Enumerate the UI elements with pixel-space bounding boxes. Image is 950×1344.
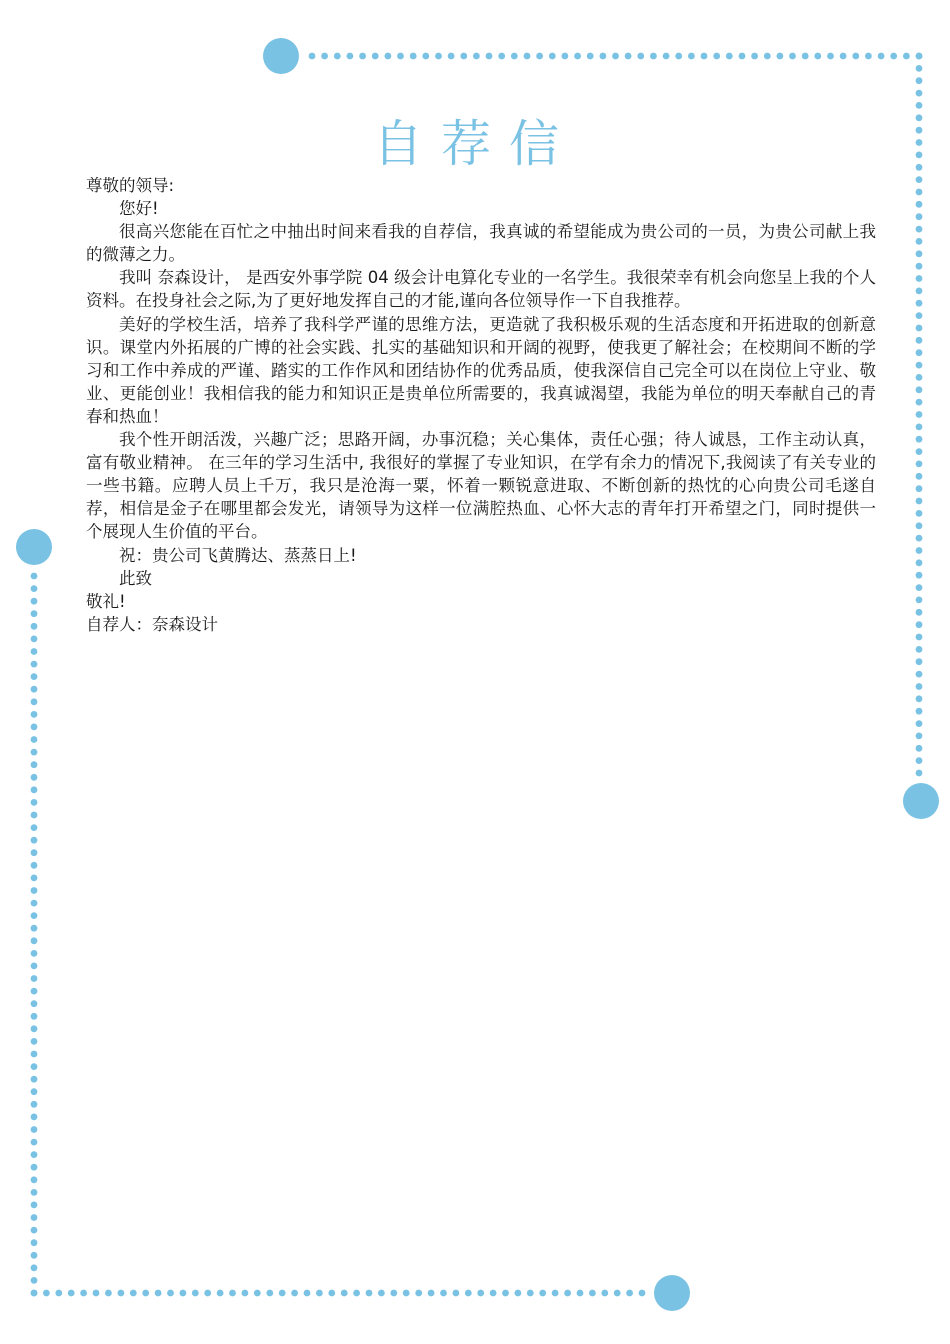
frame-dot — [440, 1290, 447, 1297]
frame-dot — [852, 53, 859, 60]
frame-dot — [515, 1290, 522, 1297]
frame-dot — [916, 658, 923, 665]
frame-dot — [31, 573, 38, 580]
greeting: 您好! — [119, 199, 159, 219]
frame-dot — [321, 53, 328, 60]
frame-dot — [31, 1114, 38, 1121]
frame-dot — [31, 1164, 38, 1171]
frame-dot — [916, 683, 923, 690]
frame-dot — [31, 1063, 38, 1070]
frame-dot — [916, 176, 923, 183]
frame-dot — [916, 634, 923, 641]
frame-dot — [814, 53, 821, 60]
frame-dot — [626, 1290, 633, 1297]
frame-dot — [31, 1126, 38, 1133]
frame-dot — [524, 53, 531, 60]
frame-dot — [31, 1176, 38, 1183]
frame-dot — [916, 312, 923, 319]
frame-dot — [31, 1252, 38, 1259]
frame-dot — [916, 386, 923, 393]
frame-dot — [415, 1290, 422, 1297]
frame-dot — [916, 757, 923, 764]
frame-dot — [601, 1290, 608, 1297]
frame-dot — [428, 1290, 435, 1297]
frame-dot — [916, 485, 923, 492]
frame-dot — [229, 1290, 236, 1297]
frame-dot — [916, 201, 923, 208]
frame-dot — [549, 53, 556, 60]
frame-dot — [916, 337, 923, 344]
frame-dot — [511, 53, 518, 60]
frame-dot — [477, 1290, 484, 1297]
frame-dot — [916, 349, 923, 356]
frame-dot — [31, 1290, 38, 1297]
frame-dot — [453, 1290, 460, 1297]
closing-wish: 祝：贵公司飞黄腾达、蒸蒸日上! — [119, 545, 357, 565]
frame-corner-circle-right — [903, 783, 939, 819]
frame-dot — [637, 53, 644, 60]
frame-dot — [31, 988, 38, 995]
frame-dot — [31, 1151, 38, 1158]
signature: 自荐人：奈森设计 — [86, 614, 218, 634]
frame-dot — [916, 448, 923, 455]
frame-dot — [916, 374, 923, 381]
frame-dot — [536, 53, 543, 60]
frame-dot — [347, 53, 354, 60]
frame-dot — [552, 1290, 559, 1297]
frame-dot — [359, 53, 366, 60]
frame-dot — [31, 799, 38, 806]
frame-dot — [31, 1000, 38, 1007]
frame-dot — [31, 1051, 38, 1058]
frame-dot — [527, 1290, 534, 1297]
frame-dot — [410, 53, 417, 60]
frame-dot — [539, 1290, 546, 1297]
frame-dot — [31, 761, 38, 768]
frame-dot — [372, 53, 379, 60]
frame-dot — [916, 745, 923, 752]
frame-dot — [777, 53, 784, 60]
frame-dot — [713, 53, 720, 60]
frame-dot — [31, 1277, 38, 1284]
frame-dot — [916, 621, 923, 628]
frame-dot — [31, 661, 38, 668]
frame-dot — [31, 963, 38, 970]
frame-corner-circle-bottom — [654, 1275, 690, 1311]
frame-dot — [916, 609, 923, 616]
frame-dot — [31, 749, 38, 756]
frame-dot — [31, 1239, 38, 1246]
frame-dot — [916, 238, 923, 245]
frame-dot — [916, 436, 923, 443]
frame-dot — [118, 1290, 125, 1297]
frame-dot — [916, 275, 923, 282]
frame-dot — [31, 1139, 38, 1146]
frame-dot — [353, 1290, 360, 1297]
frame-dot — [105, 1290, 112, 1297]
frame-dot — [422, 53, 429, 60]
frame-dot — [802, 53, 809, 60]
frame-dot — [916, 213, 923, 220]
frame-dot — [31, 585, 38, 592]
frame-dot — [625, 53, 632, 60]
frame-dot — [827, 53, 834, 60]
frame-dot — [378, 1290, 385, 1297]
paragraph-personality: 我个性开朗活泼，兴趣广泛；思路开阔，办事沉稳；关心集体，责任心强；待人诚恳，工作主动认真，富有敬业精神。 在三年的学习生活中, 我很好的掌握了专业知识，在学有余力的情况下,我阅读了有关专业的一些书籍。应聘人员上千万，我只是沧海一粟，怀着一颗锐意进取、不断创新的热忱的心向贵公司毛遂自荐，相信是金子在哪里都会发光，请领导为这样一位满腔热血、心怀大志的青年打开希望之门，同时提供一个展现人生价值的平台。 — [86, 430, 876, 542]
frame-dot — [916, 498, 923, 505]
frame-dot — [448, 53, 455, 60]
frame-dot — [366, 1290, 373, 1297]
frame-dot — [486, 53, 493, 60]
frame-dot — [180, 1290, 187, 1297]
frame-dot — [31, 925, 38, 932]
frame-dot — [31, 1101, 38, 1108]
frame-dot — [916, 733, 923, 740]
frame-dot — [650, 53, 657, 60]
frame-dot — [254, 1290, 261, 1297]
frame-dot — [31, 1227, 38, 1234]
frame-dot — [916, 189, 923, 196]
paragraph-intro: 很高兴您能在百忙之中抽出时间来看我的自荐信，我真诚的希望能成为贵公司的一员，为贵公司献上我的微薄之力。 — [86, 222, 876, 265]
frame-dot — [217, 1290, 224, 1297]
paragraph-school-life: 美好的学校生活，培养了我科学严谨的思维方法，更造就了我积极乐观的生活态度和开拓进取的创新意识。课堂内外拓展的广博的社会实践、扎实的基础知识和开阔的视野，使我更了解社会；在校期间不断的学习和工作中养成的严谨、踏实的工作作风和团结协作的优秀品质，使我深信自己完全可以在岗位上守业、敬业、更能创业！我相信我的能力和知识正是贵单位所需要的，我真诚渴望，我能为单位的明天奉献自己的青春和热血！ — [86, 314, 876, 426]
frame-dot — [916, 90, 923, 97]
frame-dot — [31, 1264, 38, 1271]
frame-dot — [385, 53, 392, 60]
frame-dot — [916, 411, 923, 418]
closing-phrase-2: 敬礼! — [86, 591, 126, 611]
frame-dot — [31, 1214, 38, 1221]
frame-dot — [739, 53, 746, 60]
frame-dot — [916, 597, 923, 604]
frame-corner-circle-top — [263, 38, 299, 74]
frame-dot — [31, 623, 38, 630]
paragraph-self-introduction: 我叫 奈森设计， 是西安外事学院 04 级会计电算化专业的一名学生。我很荣幸有机会向您呈上我的个人资料。在投身社会之际,为了更好地发挥自己的才能,谨向各位领导作一下自我推荐。 — [86, 268, 876, 311]
frame-dot — [600, 53, 607, 60]
frame-dot — [31, 900, 38, 907]
frame-dot — [916, 399, 923, 406]
frame-dot — [490, 1290, 497, 1297]
frame-dot — [304, 1290, 311, 1297]
frame-dot — [80, 1290, 87, 1297]
frame-dot — [309, 53, 316, 60]
frame-dot — [31, 937, 38, 944]
frame-dot — [502, 1290, 509, 1297]
frame-dot — [916, 288, 923, 295]
frame-dot — [916, 226, 923, 233]
salutation: 尊敬的领导: — [86, 176, 175, 195]
frame-dot — [31, 1038, 38, 1045]
frame-dot — [916, 325, 923, 332]
frame-dot — [675, 53, 682, 60]
frame-dot — [31, 1076, 38, 1083]
frame-dot — [916, 510, 923, 517]
frame-dot — [916, 53, 923, 60]
frame-dot — [916, 646, 923, 653]
frame-dot — [31, 1013, 38, 1020]
frame-dot — [316, 1290, 323, 1297]
frame-dot — [916, 720, 923, 727]
frame-dot — [916, 65, 923, 72]
frame-dot — [31, 598, 38, 605]
frame-dot — [916, 250, 923, 257]
frame-dot — [916, 77, 923, 84]
letter-body — [86, 174, 876, 636]
frame-dot — [155, 1290, 162, 1297]
frame-dot — [31, 1025, 38, 1032]
frame-dot — [334, 53, 341, 60]
frame-dot — [916, 695, 923, 702]
frame-dot — [31, 812, 38, 819]
frame-dot — [31, 673, 38, 680]
frame-dot — [587, 53, 594, 60]
frame-dot — [589, 1290, 596, 1297]
frame-dot — [68, 1290, 75, 1297]
frame-dot — [916, 671, 923, 678]
frame-dot — [916, 522, 923, 529]
frame-dot — [142, 1290, 149, 1297]
frame-dot — [204, 1290, 211, 1297]
frame-dot — [31, 736, 38, 743]
frame-dot — [916, 559, 923, 566]
frame-dot — [916, 362, 923, 369]
frame-dot — [916, 300, 923, 307]
frame-dot — [242, 1290, 249, 1297]
frame-dot — [562, 53, 569, 60]
frame-dot — [916, 572, 923, 579]
frame-dot — [726, 53, 733, 60]
frame-dot — [403, 1290, 410, 1297]
frame-dot — [341, 1290, 348, 1297]
frame-dot — [31, 912, 38, 919]
frame-dot — [916, 770, 923, 777]
frame-dot — [279, 1290, 286, 1297]
frame-dot — [614, 1290, 621, 1297]
frame-dot — [916, 473, 923, 480]
frame-dot — [167, 1290, 174, 1297]
frame-dot — [612, 53, 619, 60]
frame-dot — [435, 53, 442, 60]
frame-dot — [31, 975, 38, 982]
frame-dot — [639, 1290, 646, 1297]
frame-dot — [916, 584, 923, 591]
frame-dot — [31, 849, 38, 856]
frame-dot — [93, 1290, 100, 1297]
closing-phrase-1: 此致 — [119, 568, 152, 588]
frame-dot — [916, 424, 923, 431]
frame-dot — [43, 1290, 50, 1297]
frame-dot — [751, 53, 758, 60]
frame-dot — [840, 53, 847, 60]
frame-dot — [701, 53, 708, 60]
frame-dot — [31, 862, 38, 869]
frame-dot — [789, 53, 796, 60]
frame-dot — [31, 686, 38, 693]
frame-dot — [878, 53, 885, 60]
frame-dot — [473, 53, 480, 60]
frame-dot — [31, 636, 38, 643]
frame-dot — [465, 1290, 472, 1297]
frame-dot — [31, 1202, 38, 1209]
frame-dot — [55, 1290, 62, 1297]
frame-dot — [31, 610, 38, 617]
frame-dot — [31, 774, 38, 781]
frame-dot — [31, 724, 38, 731]
frame-dot — [916, 461, 923, 468]
frame-dot — [31, 824, 38, 831]
frame-dot — [764, 53, 771, 60]
frame-dot — [192, 1290, 199, 1297]
frame-dot — [31, 648, 38, 655]
frame-dot — [328, 1290, 335, 1297]
frame-dot — [31, 786, 38, 793]
frame-dot — [130, 1290, 137, 1297]
frame-dot — [31, 711, 38, 718]
frame-dot — [865, 53, 872, 60]
frame-dot — [688, 53, 695, 60]
frame-dot — [916, 535, 923, 542]
frame-dot — [31, 1088, 38, 1095]
frame-dot — [31, 887, 38, 894]
frame-dot — [31, 875, 38, 882]
frame-dot — [266, 1290, 273, 1297]
frame-dot — [916, 263, 923, 270]
frame-dot — [31, 837, 38, 844]
page-title: 自荐信 — [373, 115, 577, 173]
frame-dot — [916, 102, 923, 109]
frame-dot — [916, 547, 923, 554]
frame-dot — [397, 53, 404, 60]
frame-dot — [663, 53, 670, 60]
frame-dot — [31, 1189, 38, 1196]
frame-dot — [564, 1290, 571, 1297]
frame-dot — [390, 1290, 397, 1297]
frame-dot — [577, 1290, 584, 1297]
frame-dot — [31, 698, 38, 705]
frame-corner-circle-left — [16, 529, 52, 565]
frame-dot — [903, 53, 910, 60]
frame-dot — [460, 53, 467, 60]
frame-dot — [916, 708, 923, 715]
frame-dot — [31, 950, 38, 957]
frame-dot — [890, 53, 897, 60]
frame-dot — [498, 53, 505, 60]
frame-dot — [291, 1290, 298, 1297]
frame-dot — [574, 53, 581, 60]
